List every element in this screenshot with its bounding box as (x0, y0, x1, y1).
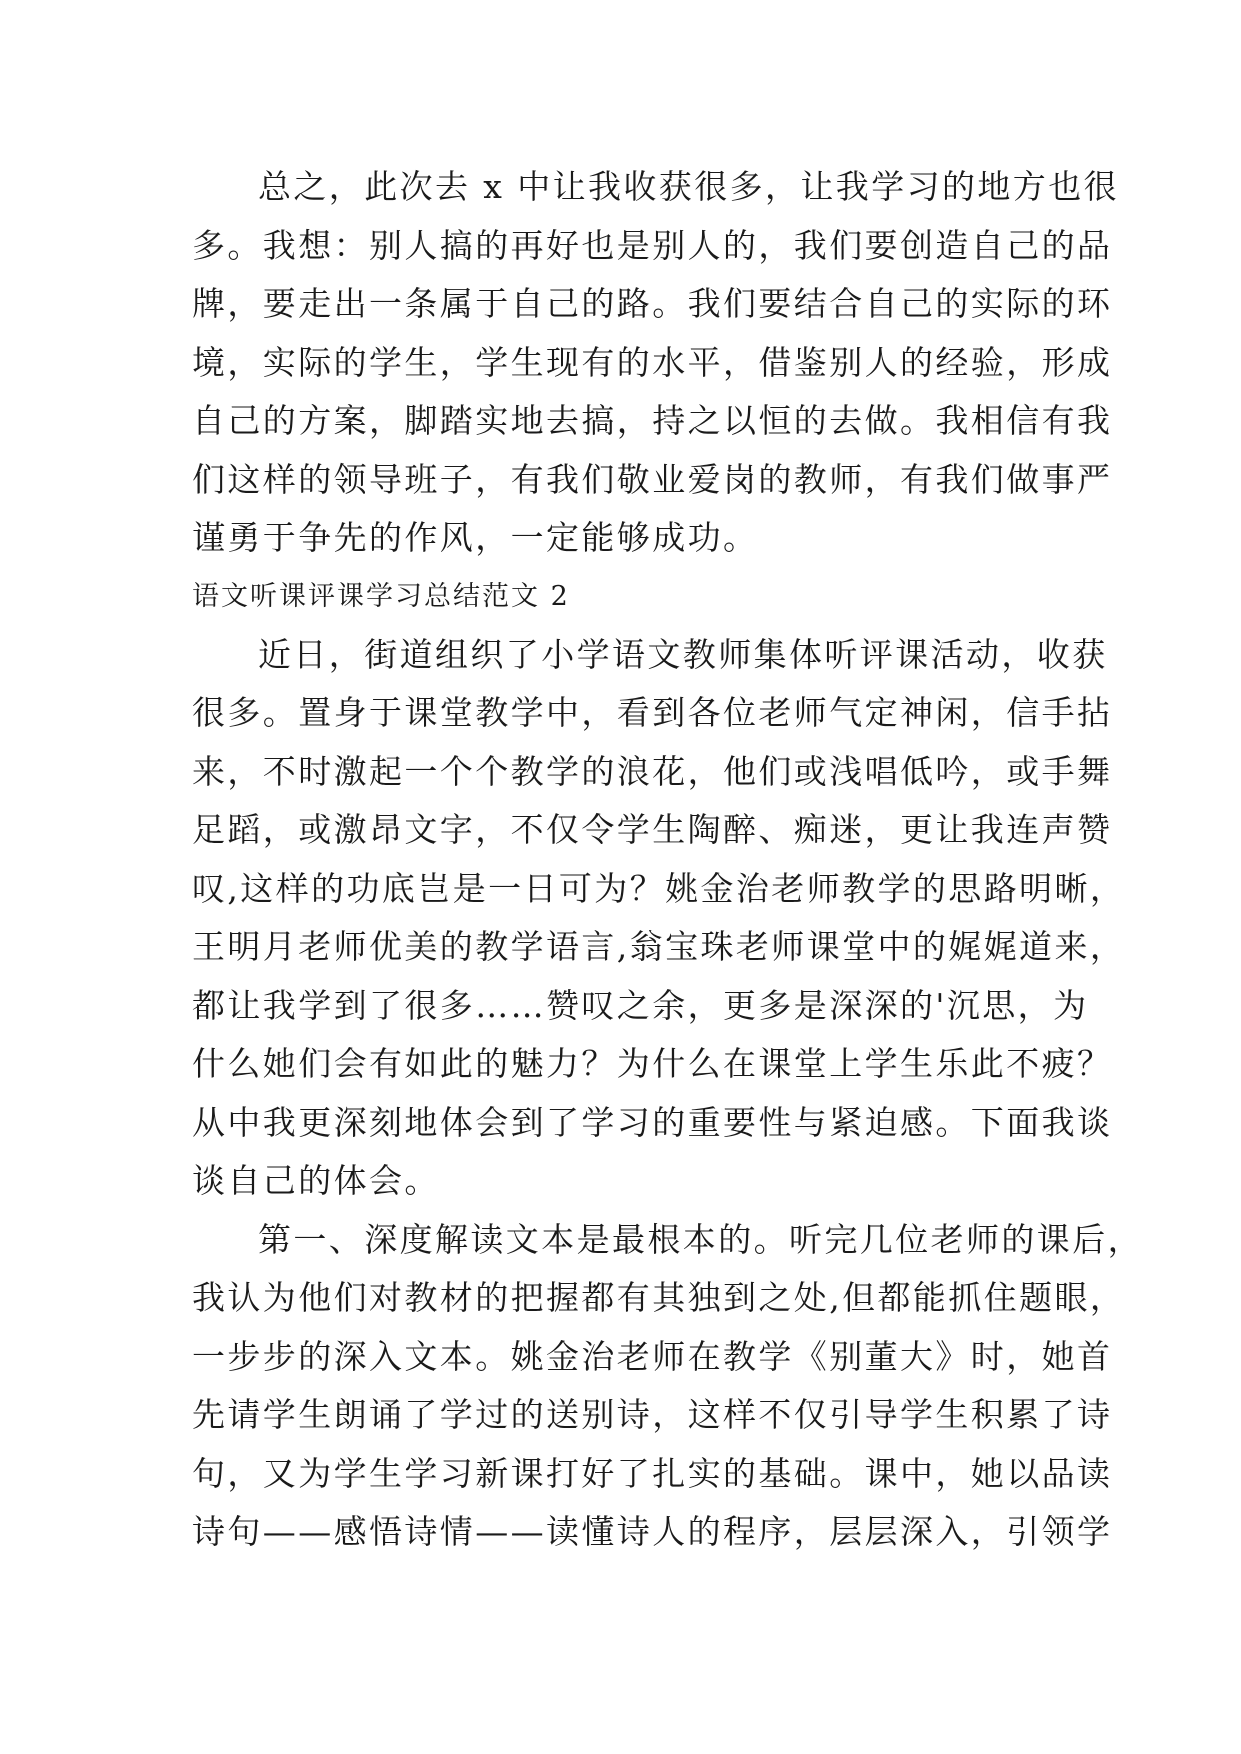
text-line: 很多。置身于课堂教学中，看到各位老师气定神闲，信手拈 (192, 693, 1113, 732)
text-line: 第一、深度解读文本是最根本的。听完几位老师的课后， (258, 1219, 1143, 1259)
text-line: 都让我学到了很多……赞叹之余，更多是深深的'沉思，为 (192, 985, 1089, 1025)
text-line: 足蹈，或激昂文字，不仅令学生陶醉、痴迷，更让我连声赞 (192, 810, 1113, 849)
text-line: 什么她们会有如此的魅力？为什么在课堂上学生乐此不疲？ (192, 1044, 1113, 1083)
section-heading: 语文听课评课学习总结范文 2 (192, 580, 570, 612)
text-line: 叹,这样的功底岂是一日可为？姚金治老师教学的思路明晰， (192, 868, 1126, 908)
text-line: 我认为他们对教材的把握都有其独到之处,但都能抓住题眼， (192, 1278, 1126, 1317)
text-line: 近日，街道组织了小学语文教师集体听评课活动，收获 (258, 634, 1108, 674)
document-body (192, 158, 1143, 1562)
text-line: 谨勇于争先的作风，一定能够成功。 (192, 518, 759, 557)
paragraph-intro (192, 626, 1126, 1211)
text-line: 来，不时激起一个个教学的浪花，他们或浅唱低吟，或手舞 (192, 751, 1113, 791)
text-line: 谈自己的体会。 (192, 1161, 440, 1200)
text-line: 王明月老师优美的教学语言,翁宝珠老师课堂中的娓娓道来， (192, 927, 1126, 966)
text-line: 自己的方案，脚踏实地去搞，持之以恒的去做。我相信有我 (192, 401, 1113, 440)
text-line: 多。我想：别人搞的再好也是别人的，我们要创造自己的品 (192, 225, 1113, 265)
text-line: 句，又为学生学习新课打好了扎实的基础。课中，她以品读 (192, 1453, 1113, 1493)
text-line: 境，实际的学生，学生现有的水平，借鉴别人的经验，形成 (192, 342, 1113, 382)
text-line: 诗句——感悟诗情——读懂诗人的程序，层层深入，引领学 (192, 1512, 1113, 1551)
text-line: 牌，要走出一条属于自己的路。我们要结合自己的实际的环 (192, 284, 1113, 323)
text-line: 总之，此次去 x 中让我收获很多，让我学习的地方也很 (258, 167, 1119, 206)
text-line: 们这样的领导班子，有我们敬业爱岗的教师，有我们做事严 (192, 459, 1113, 499)
text-line: 一步步的深入文本。姚金治老师在教学《别董大》时，她首 (192, 1336, 1113, 1376)
paragraph-conclusion (192, 158, 1119, 568)
text-line: 从中我更深刻地体会到了学习的重要性与紧迫感。下面我谈 (192, 1102, 1113, 1142)
paragraph-point-one (192, 1211, 1143, 1562)
text-line: 先请学生朗诵了学过的送别诗，这样不仅引导学生积累了诗 (192, 1395, 1113, 1434)
